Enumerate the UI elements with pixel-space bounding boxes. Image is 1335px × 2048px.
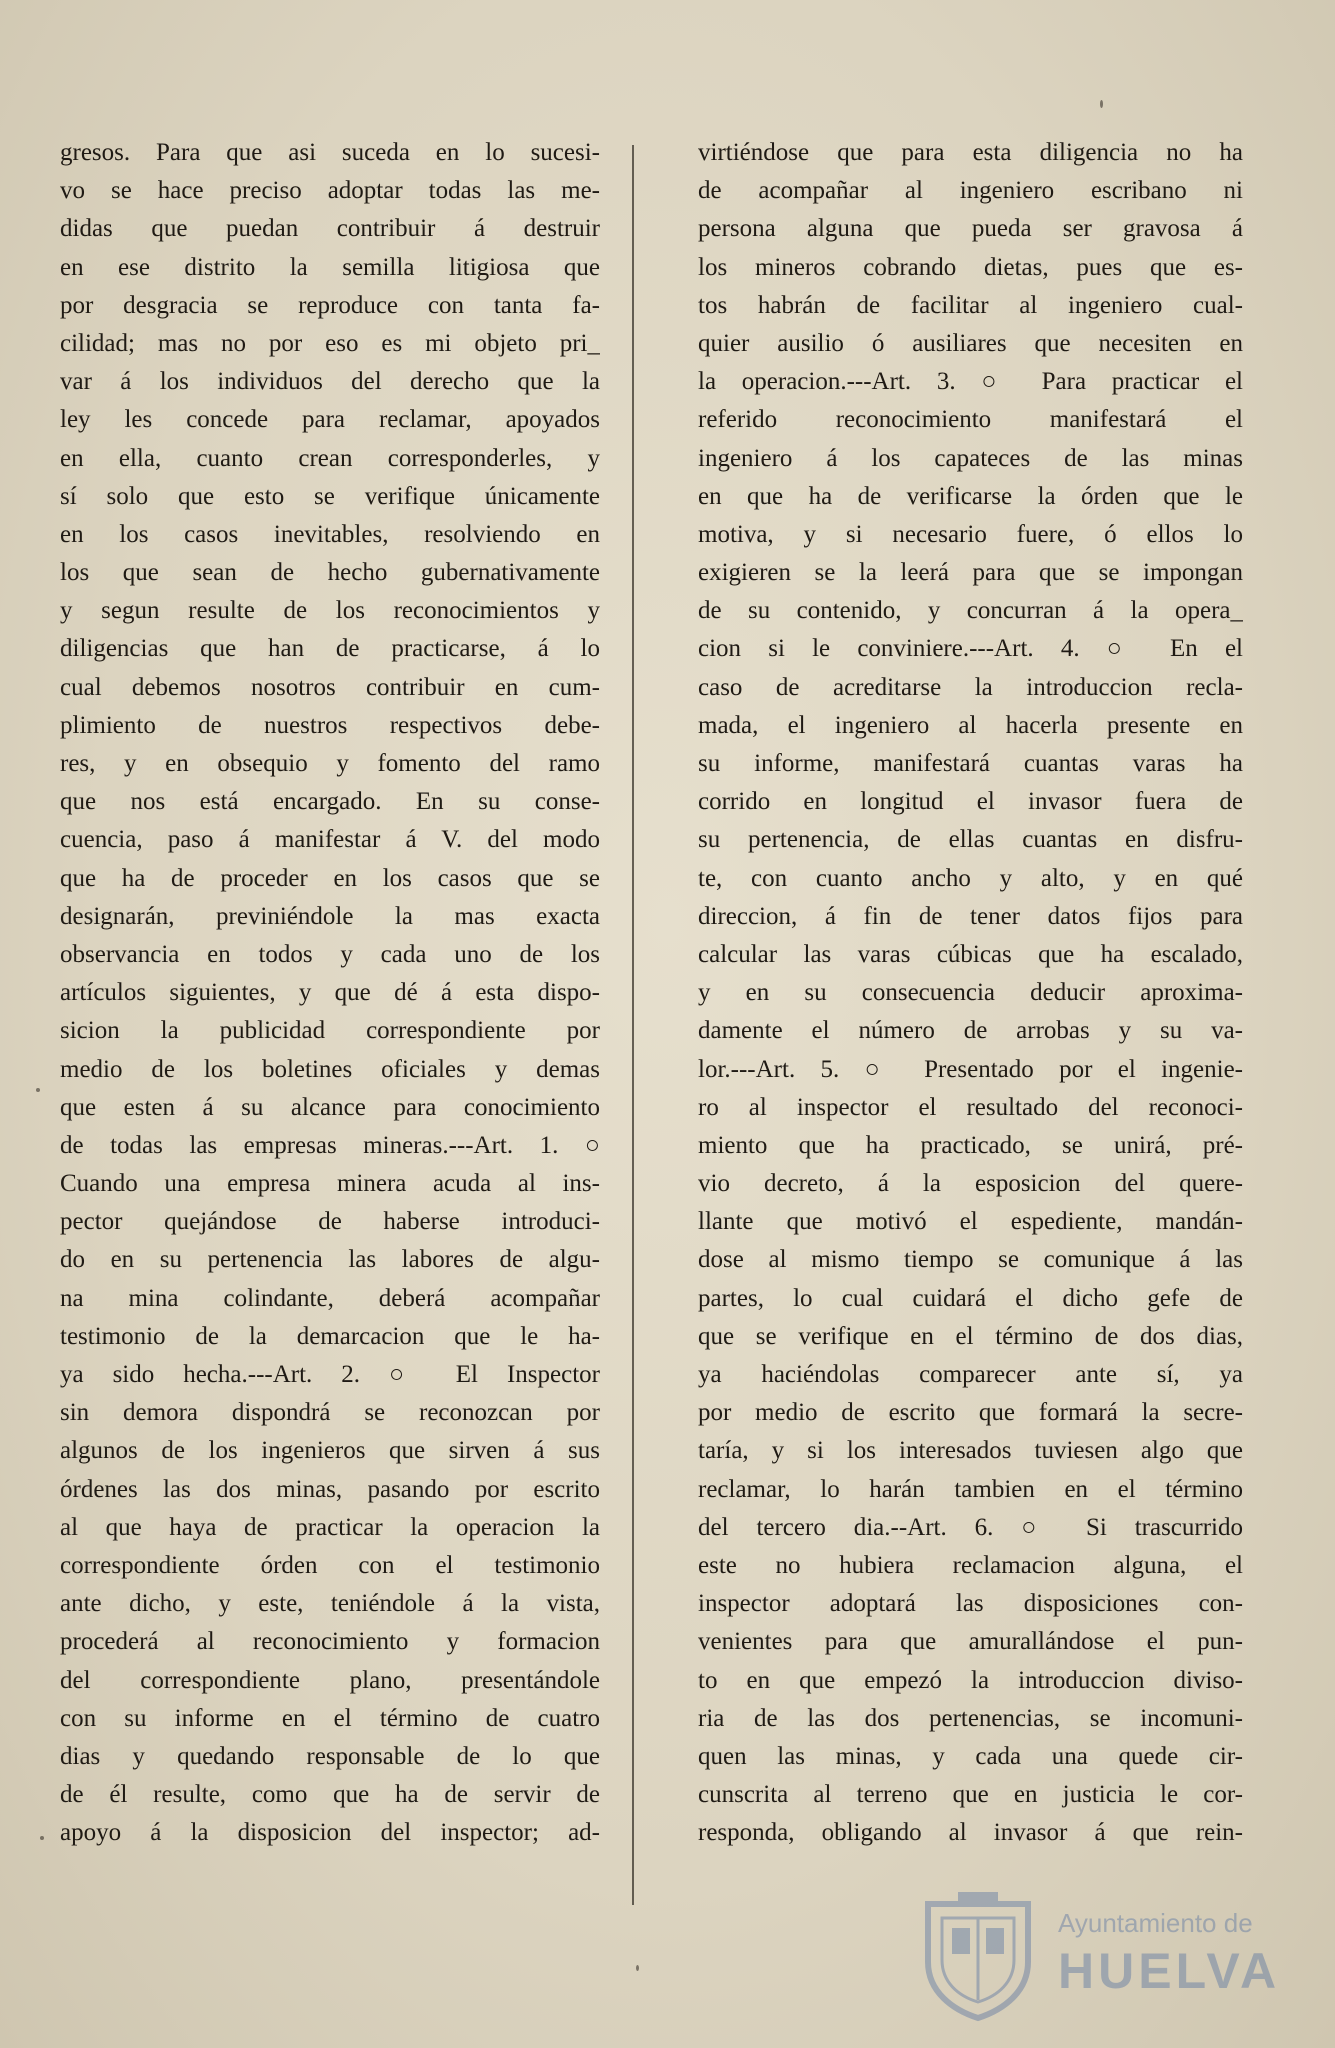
text-line: miento que ha practicado, se unirá, pré- [698, 1131, 1243, 1159]
text-line: ya sido hecha.---Art. 2. ○ El Inspector [60, 1361, 600, 1388]
text-line: algunos de los ingenieros que sirven á sus [60, 1437, 600, 1465]
text-line: quen las minas, y cada una quede cir- [698, 1742, 1243, 1770]
text-line: cual debemos nosotros contribuir en cum- [60, 673, 600, 701]
text-line: artículos siguientes, y que dé á esta dispo- [60, 979, 600, 1007]
text-line: del tercero dia.--Art. 6. ○ Si trascurrido [698, 1513, 1243, 1541]
ink-speck [1100, 100, 1103, 108]
text-line: de acompañar al ingeniero escribano ni [698, 177, 1243, 205]
text-line: este no hubiera reclamacion alguna, el [698, 1551, 1243, 1579]
ink-speck [40, 1836, 44, 1840]
text-line: al que haya de practicar la operacion la [60, 1513, 600, 1541]
text-line: que esten á su alcance para conocimiento [60, 1093, 600, 1121]
text-line: Cuando una empresa minera acuda al ins- [60, 1170, 600, 1198]
text-line: referido reconocimiento manifestará el [698, 406, 1243, 434]
text-line: ro al inspector el resultado del reconoci- [698, 1093, 1243, 1121]
text-line: ria de las dos pertenencias, se incomuni- [698, 1704, 1243, 1732]
text-line: correspondiente órden con el testimonio [60, 1551, 600, 1579]
text-line: su informe, manifestará cuantas varas ha [698, 750, 1243, 777]
text-line: cuencia, paso á manifestar á V. del modo [60, 826, 600, 854]
text-line: medio de los boletines oficiales y demas [60, 1055, 600, 1083]
text-line: los mineros cobrando dietas, pues que es- [698, 253, 1243, 281]
text-line: ante dicho, y este, teniéndole á la vista, [60, 1590, 600, 1618]
text-line: vio decreto, á la esposicion del quere- [698, 1170, 1243, 1198]
text-line: y en su consecuencia deducir aproxima- [698, 979, 1243, 1007]
text-line: to en que empezó la introduccion diviso- [698, 1666, 1243, 1694]
text-line: su pertenencia, de ellas cuantas en disfru- [698, 826, 1243, 854]
text-line: en los casos inevitables, resolviendo en [60, 520, 600, 548]
text-line: quier ausilio ó ausiliares que necesiten en [698, 329, 1243, 357]
text-line: y segun resulte de los reconocimientos y [60, 597, 600, 625]
text-line: dias y quedando responsable de lo que [60, 1742, 600, 1770]
text-line: corrido en longitud el invasor fuera de [698, 788, 1243, 816]
text-line: que ha de proceder en los casos que se [60, 864, 600, 892]
text-line: cilidad; mas no por eso es mi objeto pri_ [60, 329, 600, 357]
left-text-column [60, 134, 600, 1852]
text-line: vo se hace preciso adoptar todas las me- [60, 177, 600, 205]
text-line: persona alguna que pueda ser gravosa á [698, 215, 1243, 243]
text-line: venientes para que amurallándose el pun- [698, 1628, 1243, 1656]
right-text-column [698, 134, 1243, 1852]
column-divider [632, 145, 634, 1905]
text-line: ya haciéndolas comparecer ante sí, ya [698, 1361, 1243, 1388]
text-line: calcular las varas cúbicas que ha escalado, [698, 940, 1243, 968]
text-line: sin demora dispondrá se reconozcan por [60, 1399, 600, 1427]
text-line: observancia en todos y cada uno de los [60, 940, 600, 968]
text-line: apoyo á la disposicion del inspector; ad- [60, 1819, 600, 1847]
text-line: virtiéndose que para esta diligencia no ha [698, 139, 1243, 166]
text-line: testimonio de la demarcacion que le ha- [60, 1322, 600, 1350]
text-line: inspector adoptará las disposiciones con- [698, 1590, 1243, 1618]
text-line: direccion, á fin de tener datos fijos para [698, 902, 1243, 930]
watermark-text-top: Ayuntamiento de [1058, 1908, 1253, 1938]
text-line: caso de acreditarse la introduccion recla- [698, 673, 1243, 701]
text-line: plimiento de nuestros respectivos debe- [60, 711, 600, 739]
text-line: var á los individuos del derecho que la [60, 368, 600, 396]
text-line: de todas las empresas mineras.---Art. 1. ○ [60, 1131, 600, 1159]
text-line: de él resulte, como que ha de servir de [60, 1781, 600, 1809]
text-line: mada, el ingeniero al hacerla presente en [698, 711, 1243, 739]
text-line: res, y en obsequio y fomento del ramo [60, 750, 600, 777]
text-line: reclamar, lo harán tambien en el término [698, 1475, 1243, 1503]
watermark-logo [918, 1892, 1281, 2022]
text-line: que nos está encargado. En su conse- [60, 788, 600, 816]
text-line: taría, y si los interesados tuviesen algo que [698, 1437, 1243, 1465]
text-line: partes, lo cual cuidará el dicho gefe de [698, 1284, 1243, 1312]
text-line: didas que puedan contribuir á destruir [60, 215, 600, 243]
text-line: sicion la publicidad correspondiente por [60, 1017, 600, 1045]
text-line: que se verifique en el término de dos dias, [698, 1322, 1243, 1350]
text-line: sí solo que esto se verifique únicamente [60, 482, 600, 510]
text-line: pector quejándose de haberse introduci- [60, 1208, 600, 1236]
coat-of-arms-icon [918, 1892, 1038, 2022]
text-line: responda, obligando al invasor á que rein- [698, 1819, 1243, 1847]
ink-speck [36, 1088, 40, 1092]
text-line: órdenes las dos minas, pasando por escrito [60, 1475, 600, 1503]
text-line: damente el número de arrobas y su va- [698, 1017, 1243, 1045]
text-line: dose al mismo tiempo se comunique á las [698, 1246, 1243, 1274]
watermark-text-main: HUELVA [1058, 1943, 1281, 1999]
text-line: na mina colindante, deberá acompañar [60, 1284, 600, 1312]
text-line: cunscrita al terreno que en justicia le cor- [698, 1781, 1243, 1809]
text-line: ingeniero á los capateces de las minas [698, 444, 1243, 472]
text-line: de su contenido, y concurran á la opera_ [698, 597, 1243, 625]
text-line: gresos. Para que asi suceda en lo sucesi- [60, 139, 600, 166]
text-line: la operacion.---Art. 3. ○ Para practicar el [698, 368, 1243, 396]
text-line: motiva, y si necesario fuere, ó ellos lo [698, 520, 1243, 548]
text-line: tos habrán de facilitar al ingeniero cual- [698, 291, 1243, 319]
text-line: designarán, previniéndole la mas exacta [60, 902, 600, 930]
text-line: lor.---Art. 5. ○ Presentado por el ingenie- [698, 1055, 1243, 1083]
text-line: diligencias que han de practicarse, á lo [60, 635, 600, 663]
text-line: en que ha de verificarse la órden que le [698, 482, 1243, 510]
text-line: por desgracia se reproduce con tanta fa- [60, 291, 600, 319]
text-line: llante que motivó el espediente, mandán- [698, 1208, 1243, 1236]
text-line: en ese distrito la semilla litigiosa que [60, 253, 600, 281]
text-line: procederá al reconocimiento y formacion [60, 1628, 600, 1656]
text-line: del correspondiente plano, presentándole [60, 1666, 600, 1694]
text-line: te, con cuanto ancho y alto, y en qué [698, 864, 1243, 892]
text-line: por medio de escrito que formará la secre- [698, 1399, 1243, 1427]
text-line: ley les concede para reclamar, apoyados [60, 406, 600, 434]
text-line: con su informe en el término de cuatro [60, 1704, 600, 1732]
text-line: en ella, cuanto crean corresponderles, y [60, 444, 600, 472]
text-line: do en su pertenencia las labores de algu- [60, 1246, 600, 1274]
text-line: los que sean de hecho gubernativamente [60, 559, 600, 587]
text-line: cion si le conviniere.---Art. 4. ○ En el [698, 635, 1243, 663]
ink-speck [636, 1965, 639, 1971]
text-line: exigieren se la leerá para que se impongan [698, 559, 1243, 587]
